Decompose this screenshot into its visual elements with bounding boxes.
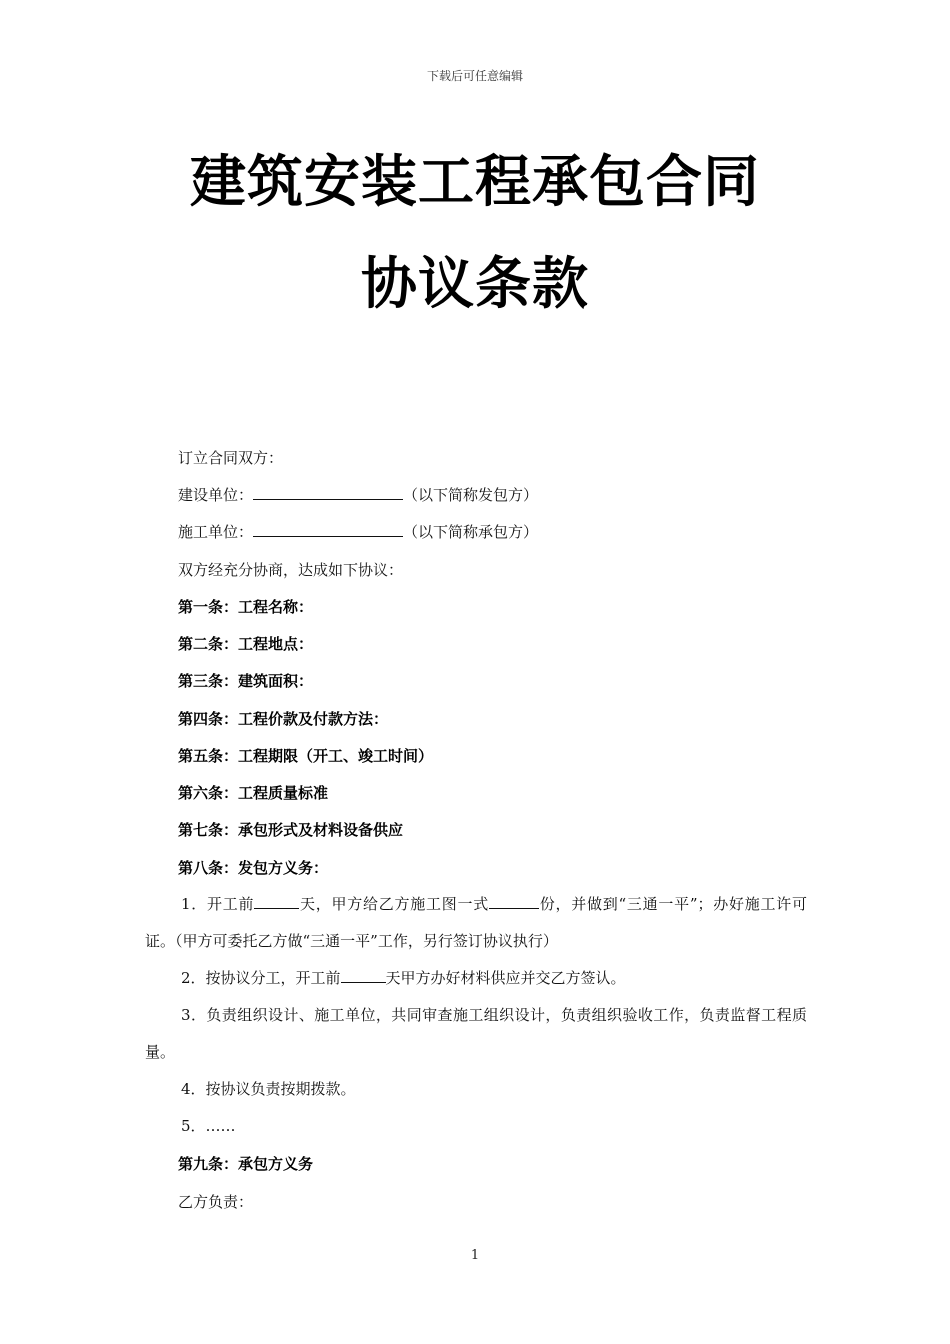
item2-part-a: 2．按协议分工，开工前 <box>181 969 341 987</box>
employer-suffix: （以下简称发包方） <box>403 486 539 504</box>
days-blank <box>254 894 299 909</box>
employer-line <box>178 485 538 505</box>
article-5: 第五条：工程期限（开工、竣工时间） <box>178 747 434 765</box>
article-3: 第三条：建筑面积： <box>178 672 314 690</box>
obligation-item-1 <box>145 886 807 960</box>
party-b-duties: 乙方负责： <box>178 1193 254 1211</box>
article-2: 第二条：工程地点： <box>178 635 314 653</box>
document-title: 建筑安装工程承包合同 <box>190 150 760 215</box>
article-6: 第六条：工程质量标准 <box>178 784 329 802</box>
item1-part-c: 份，并做到“三通一平”；办好施工许可证。（甲方可委托乙方做“三通一平”工作，另行签订协议执行） <box>145 895 807 950</box>
obligation-item-2 <box>145 960 807 997</box>
page-header-note: 下载后可任意编辑 <box>426 69 523 83</box>
obligation-item-3: 3．负责组织设计、施工单位，共同审查施工组织设计，负责组织验收工作，负责监督工程质量。 <box>145 1006 807 1061</box>
contractor-suffix: （以下简称承包方） <box>403 523 539 541</box>
article-1: 第一条：工程名称： <box>178 598 314 616</box>
employer-blank <box>253 485 403 500</box>
copies-blank <box>489 894 539 909</box>
parties-intro: 订立合同双方： <box>178 449 284 467</box>
document-subtitle: 协议条款 <box>361 252 589 317</box>
page-number: 1 <box>470 1248 480 1263</box>
item1-part-b: 天，甲方给乙方施工图一式 <box>299 895 489 913</box>
contractor-label: 施工单位： <box>178 523 254 541</box>
supply-days-blank <box>341 968 386 983</box>
contractor-line <box>178 522 538 542</box>
agreement-intro: 双方经充分协商，达成如下协议： <box>178 561 404 579</box>
item1-part-a: 1．开工前 <box>181 895 255 913</box>
item2-part-b: 天甲方办好材料供应并交乙方签认。 <box>385 969 626 987</box>
contractor-blank <box>253 522 403 537</box>
obligation-item-4: 4．按协议负责按期拨款。 <box>181 1080 356 1098</box>
obligation-item-5: 5．…… <box>181 1117 236 1135</box>
article-4: 第四条：工程价款及付款方法： <box>178 710 389 728</box>
article-8: 第八条：发包方义务： <box>178 859 329 877</box>
article-9: 第九条：承包方义务 <box>178 1155 314 1173</box>
employer-label: 建设单位： <box>178 486 254 504</box>
article-7: 第七条：承包形式及材料设备供应 <box>178 821 404 839</box>
